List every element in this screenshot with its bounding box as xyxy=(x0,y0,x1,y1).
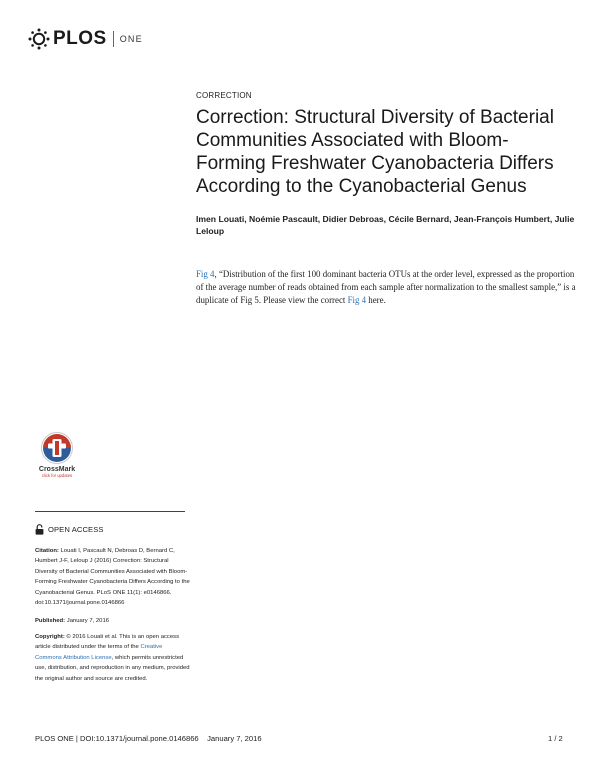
crossmark-sub-label: click for updates xyxy=(41,473,73,478)
open-access-badge xyxy=(35,524,104,535)
correct-fig4-link[interactable]: Fig 4 xyxy=(347,294,367,305)
page-footer-citation: PLOS ONE | DOI:10.1371/journal.pone.0146866 January 7, 2016 xyxy=(35,734,262,743)
plos-sun-icon xyxy=(28,28,50,50)
article-type-label: CORRECTION xyxy=(196,91,252,100)
crossmark-label: CrossMark xyxy=(38,466,76,473)
article-title: Correction: Structural Diversity of Bacterial Communities Associated with Bloom-Forming Freshwater Cyanobacteria Differs According to the Cyanobacterial Genus xyxy=(196,107,554,197)
correction-body xyxy=(196,268,576,306)
sidebar-divider xyxy=(35,511,185,512)
citation-label: Citation: xyxy=(35,548,59,554)
plos-one-logo[interactable] xyxy=(28,28,143,50)
body-text-part-2: here. xyxy=(366,294,386,305)
logo-divider xyxy=(113,31,114,47)
license-link[interactable]: Creative Commons Attribution License xyxy=(35,644,163,661)
citation-block xyxy=(35,546,190,608)
crossmark-badge[interactable] xyxy=(35,431,79,478)
published-label: Published: xyxy=(35,618,66,624)
copyright-text-part-1: © 2016 Louati et al. This is an open access article distributed under the terms of the xyxy=(35,634,180,651)
published-block xyxy=(35,616,190,626)
open-lock-icon xyxy=(35,524,44,535)
open-access-label: OPEN ACCESS xyxy=(48,525,104,534)
brand-name: PLOS xyxy=(53,28,107,49)
fig4-link[interactable]: Fig 4 xyxy=(196,269,215,279)
crossmark-icon xyxy=(40,431,74,465)
published-date: January 7, 2016 xyxy=(65,618,109,624)
citation-text: Louati I, Pascault N, Debroas D, Bernard C, Humbert J-F, Leloup J (2016) Correction: Structural Diversity of Bacterial Communities Associated with Bloom-Forming Freshwater Cyanobacteria Differs According to the Cyanobacterial Genus. PLoS ONE 11(1): e0146866. doi:10.1371/journal.pone.0146866 xyxy=(35,548,190,607)
journal-name: ONE xyxy=(119,34,143,44)
page-number: 1 / 2 xyxy=(548,734,563,743)
copyright-block xyxy=(35,632,190,684)
author-list: Imen Louati, Noémie Pascault, Didier Debroas, Cécile Bernard, Jean-François Humbert, Julie Leloup xyxy=(196,214,575,236)
body-text-part-1: , “Distribution of the first 100 dominant bacteria OTUs at the order level, expressed as the proportion of the average number of reads obtained from each sample after normalization to the smallest sample,” is a duplicate of Fig 5. Please view the correct xyxy=(196,269,576,305)
copyright-label: Copyright: xyxy=(35,634,65,640)
copyright-text-part-2: , which permits unrestricted use, distribution, and reproduction in any medium, provided the original author and source are credited. xyxy=(35,654,190,682)
